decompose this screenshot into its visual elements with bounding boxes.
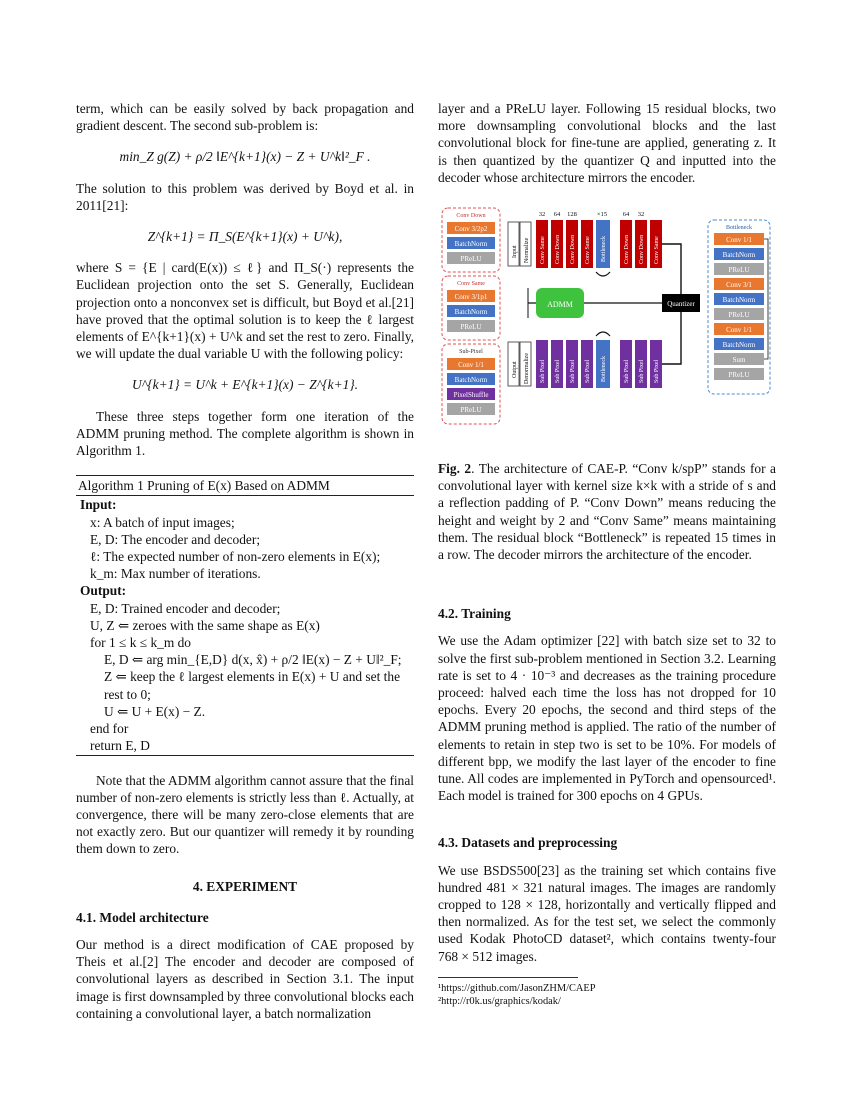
svg-text:PReLU: PReLU <box>460 255 482 264</box>
svg-text:PReLU: PReLU <box>728 371 750 380</box>
svg-text:ADMM: ADMM <box>547 300 573 310</box>
svg-text:BatchNorm: BatchNorm <box>722 251 756 260</box>
paragraph: We use BSDS500[23] as the training set which contains five hundred 481 × 321 natural images. The images are randomly cropped to 128 × 128, horizontally and vertically flipped and then normalized. As for the test set, we select the commonly used Kodak PhotoCD dataset², which contains twenty-four 768 × 512 images. <box>438 862 776 964</box>
paragraph: We use the Adam optimizer [22] with batch size set to 32 to solve the first sub-problem mentioned in Section 3.2. Learning rate is set to 4 · 10⁻³ and decreases as the training procedure proceed: halved each time the loss has not dropped for 10 epochs. Every 20 epochs, the second and third steps of the ADMM pruning method is applied. The ratio of the number of elements to retain in step two is set to be 10%. For models of different bpp, we modify the last layer of the encoder to fine tune. All codes are implemented in PyTorch and opensourced¹. Each model is trained for 300 epochs on 4 GPUs. <box>438 633 776 804</box>
svg-text:Bottleneck: Bottleneck <box>601 236 607 263</box>
footnote: ²http://r0k.us/graphics/kodak/ <box>438 995 561 1007</box>
paragraph: The solution to this problem was derived by Boyd et al. in 2011[21]: <box>76 180 414 213</box>
svg-text:Bottleneck: Bottleneck <box>726 225 752 232</box>
svg-text:PixelShuffle: PixelShuffle <box>453 391 489 400</box>
algorithm-line: E, D ⇐ arg min_{E,D} d(x, x̂) + ρ/2 ‖E(x) − Z + U‖²_F; <box>104 652 402 668</box>
equation-dual-update: U^{k+1} = U^k + E^{k+1}(x) − Z^{k+1}. <box>131 377 359 393</box>
svg-text:Conv 1/1: Conv 1/1 <box>726 326 752 335</box>
svg-text:Sum: Sum <box>732 356 746 365</box>
svg-text:Sub Pixel: Sub Pixel <box>624 359 630 384</box>
section-heading: 4. EXPERIMENT <box>192 878 298 894</box>
svg-text:×15: ×15 <box>596 211 608 219</box>
svg-text:Sub Pixel: Sub Pixel <box>654 359 660 384</box>
admm-node <box>536 288 584 318</box>
figure-caption <box>438 460 776 563</box>
algorithm-line: U, Z ⇐ zeroes with the same shape as E(x) <box>90 617 320 633</box>
svg-text:BatchNorm: BatchNorm <box>454 240 488 249</box>
svg-text:Sub Pixel: Sub Pixel <box>639 359 645 384</box>
svg-text:Conv Down: Conv Down <box>555 234 561 265</box>
bottleneck-module <box>708 220 770 394</box>
algorithm-line: end for <box>90 721 129 737</box>
algorithm-box <box>76 475 414 755</box>
svg-text:Conv Same: Conv Same <box>457 281 485 288</box>
equation-projection: Z^{k+1} = Π_S(E^{k+1}(x) + U^k), <box>147 229 343 245</box>
equation-subproblem: min_Z g(Z) + ρ/2 ‖E^{k+1}(x) − Z + U^k‖²_F . <box>119 149 371 165</box>
paragraph: Note that the ADMM algorithm cannot assure that the final number of non-zero elements is strictly less than ℓ. Actually, at convergence, there will be many zero-close elements that are not exactly zero. But our quantizer will remedy it by rounding them down to zero. <box>76 772 414 857</box>
algorithm-line: Z ⇐ keep the ℓ largest elements in E(x) + U and set the rest to 0; <box>104 669 401 702</box>
svg-text:PReLU: PReLU <box>460 406 482 415</box>
algorithm-output-label: Output: <box>80 583 127 599</box>
caption-label: Fig. 2 <box>438 461 472 477</box>
algorithm-line: U ⇐ U + E(x) − Z. <box>104 703 206 719</box>
svg-text:Sub Pixel: Sub Pixel <box>540 359 546 384</box>
algorithm-line: for 1 ≤ k ≤ k_m do <box>90 635 191 651</box>
conv-down-module <box>442 208 500 272</box>
subsection-heading: 4.1. Model architecture <box>76 909 209 925</box>
right-column <box>438 100 776 1008</box>
quantizer-node <box>662 294 700 312</box>
sub-pixel-module <box>442 344 500 424</box>
subsection-heading: 4.2. Training <box>438 606 511 622</box>
svg-text:PReLU: PReLU <box>460 323 482 332</box>
algorithm-input-label: Input: <box>80 497 117 513</box>
svg-text:Quantizer: Quantizer <box>667 300 695 309</box>
svg-text:Conv Same: Conv Same <box>540 236 546 265</box>
svg-text:64: 64 <box>553 211 561 219</box>
svg-text:32: 32 <box>637 211 645 219</box>
caption-text: . The architecture of CAE-P. “Conv k/spP” stands for a convolutional layer with kernel size k×k with a stride of s and a reflection padding of P. “Conv Down” means reducing the height and weight by 2 and “Conv Same” means maintaining them. The residual block “Bottleneck” is repeated 15 times in a row. The decoder mirrors the architecture of the encoder. <box>438 461 776 563</box>
svg-text:Denormalize: Denormalize <box>524 353 530 385</box>
algorithm-line: ℓ: The expected number of non-zero elements in E(x); <box>90 549 381 565</box>
svg-text:Conv Down: Conv Down <box>624 234 630 265</box>
svg-text:Conv Same: Conv Same <box>585 236 591 265</box>
svg-text:Sub-Pixel: Sub-Pixel <box>459 349 483 356</box>
svg-text:Bottleneck: Bottleneck <box>601 356 607 383</box>
svg-text:Output: Output <box>512 361 518 379</box>
svg-text:Conv 3/1: Conv 3/1 <box>726 281 752 290</box>
algorithm-title: Algorithm 1 Pruning of E(x) Based on ADMM <box>76 476 414 496</box>
svg-text:32: 32 <box>538 211 546 219</box>
svg-text:Normalize: Normalize <box>524 237 530 264</box>
svg-text:128: 128 <box>567 211 577 219</box>
svg-text:Sub Pixel: Sub Pixel <box>555 359 561 384</box>
svg-text:BatchNorm: BatchNorm <box>454 308 488 317</box>
svg-text:BatchNorm: BatchNorm <box>722 296 756 305</box>
svg-text:Conv 3/2p2: Conv 3/2p2 <box>454 225 488 234</box>
algorithm-line: k_m: Max number of iterations. <box>90 566 261 582</box>
subsection-heading: 4.3. Datasets and preprocessing <box>438 835 618 851</box>
svg-text:64: 64 <box>622 211 630 219</box>
paragraph: where S = {E | card(E(x)) ≤ ℓ} and Π_S(·) represents the Euclidean projection onto the set S. Generally, Euclidean projection onto a nonconvex set is difficult, but Boyd et al.[21] have proved that the optimal solution is to keep the ℓ largest elements of E^{k+1}(x) + U^k and set the rest to zero. Finally, we will update the dual variable U with the following policy: <box>76 260 414 362</box>
algorithm-line: E, D: The encoder and decoder; <box>90 531 261 547</box>
svg-text:Conv Down: Conv Down <box>570 234 576 265</box>
svg-text:BatchNorm: BatchNorm <box>722 341 756 350</box>
svg-text:Sub Pixel: Sub Pixel <box>570 359 576 384</box>
svg-text:Conv 1/1: Conv 1/1 <box>458 361 484 370</box>
svg-text:Conv 1/1: Conv 1/1 <box>726 236 752 245</box>
algorithm-line: E, D: Trained encoder and decoder; <box>90 600 281 616</box>
paragraph: term, which can be easily solved by back propagation and gradient descent. The second sub-problem is: <box>76 101 414 134</box>
encoder-row <box>508 220 662 276</box>
svg-text:Sub Pixel: Sub Pixel <box>585 359 591 384</box>
module-title: Conv Down <box>456 213 486 220</box>
architecture-figure <box>438 206 776 446</box>
paragraph: Our method is a direct modification of CAE proposed by Theis et al.[2] The encoder and decoder are composed of convolutional layers as described in Section 3.1. The input image is first downsampled by three convolutional blocks each containing a convolutional layer, a batch normalization <box>76 936 414 1021</box>
paragraph: layer and a PReLU layer. Following 15 residual blocks, two more downsampling convolutional blocks and the last convolutional block for fine-tune are applied, generating z. It is then quantized by the quantizer Q and inputted into the decoder whose architecture mirrors the encoder. <box>438 101 776 185</box>
decoder-row <box>508 332 662 388</box>
architecture-diagram <box>438 206 776 446</box>
svg-text:PReLU: PReLU <box>728 311 750 320</box>
svg-text:BatchNorm: BatchNorm <box>454 376 488 385</box>
conv-same-module <box>442 276 500 340</box>
channel-labels <box>539 211 645 218</box>
footnote-rule <box>438 977 578 978</box>
algorithm-line: x: A batch of input images; <box>90 514 235 530</box>
svg-text:PReLU: PReLU <box>728 266 750 275</box>
left-column <box>76 100 414 1022</box>
svg-text:Input: Input <box>512 245 518 259</box>
svg-text:Conv 3/1p1: Conv 3/1p1 <box>454 293 488 302</box>
svg-text:Conv Down: Conv Down <box>639 234 645 265</box>
paragraph: These three steps together form one iteration of the ADMM pruning method. The complete algorithm is shown in Algorithm 1. <box>76 408 414 459</box>
svg-text:Conv Same: Conv Same <box>654 236 660 265</box>
footnote: ¹https://github.com/JasonZHM/CAEP <box>438 982 596 994</box>
algorithm-line: return E, D <box>90 738 150 754</box>
